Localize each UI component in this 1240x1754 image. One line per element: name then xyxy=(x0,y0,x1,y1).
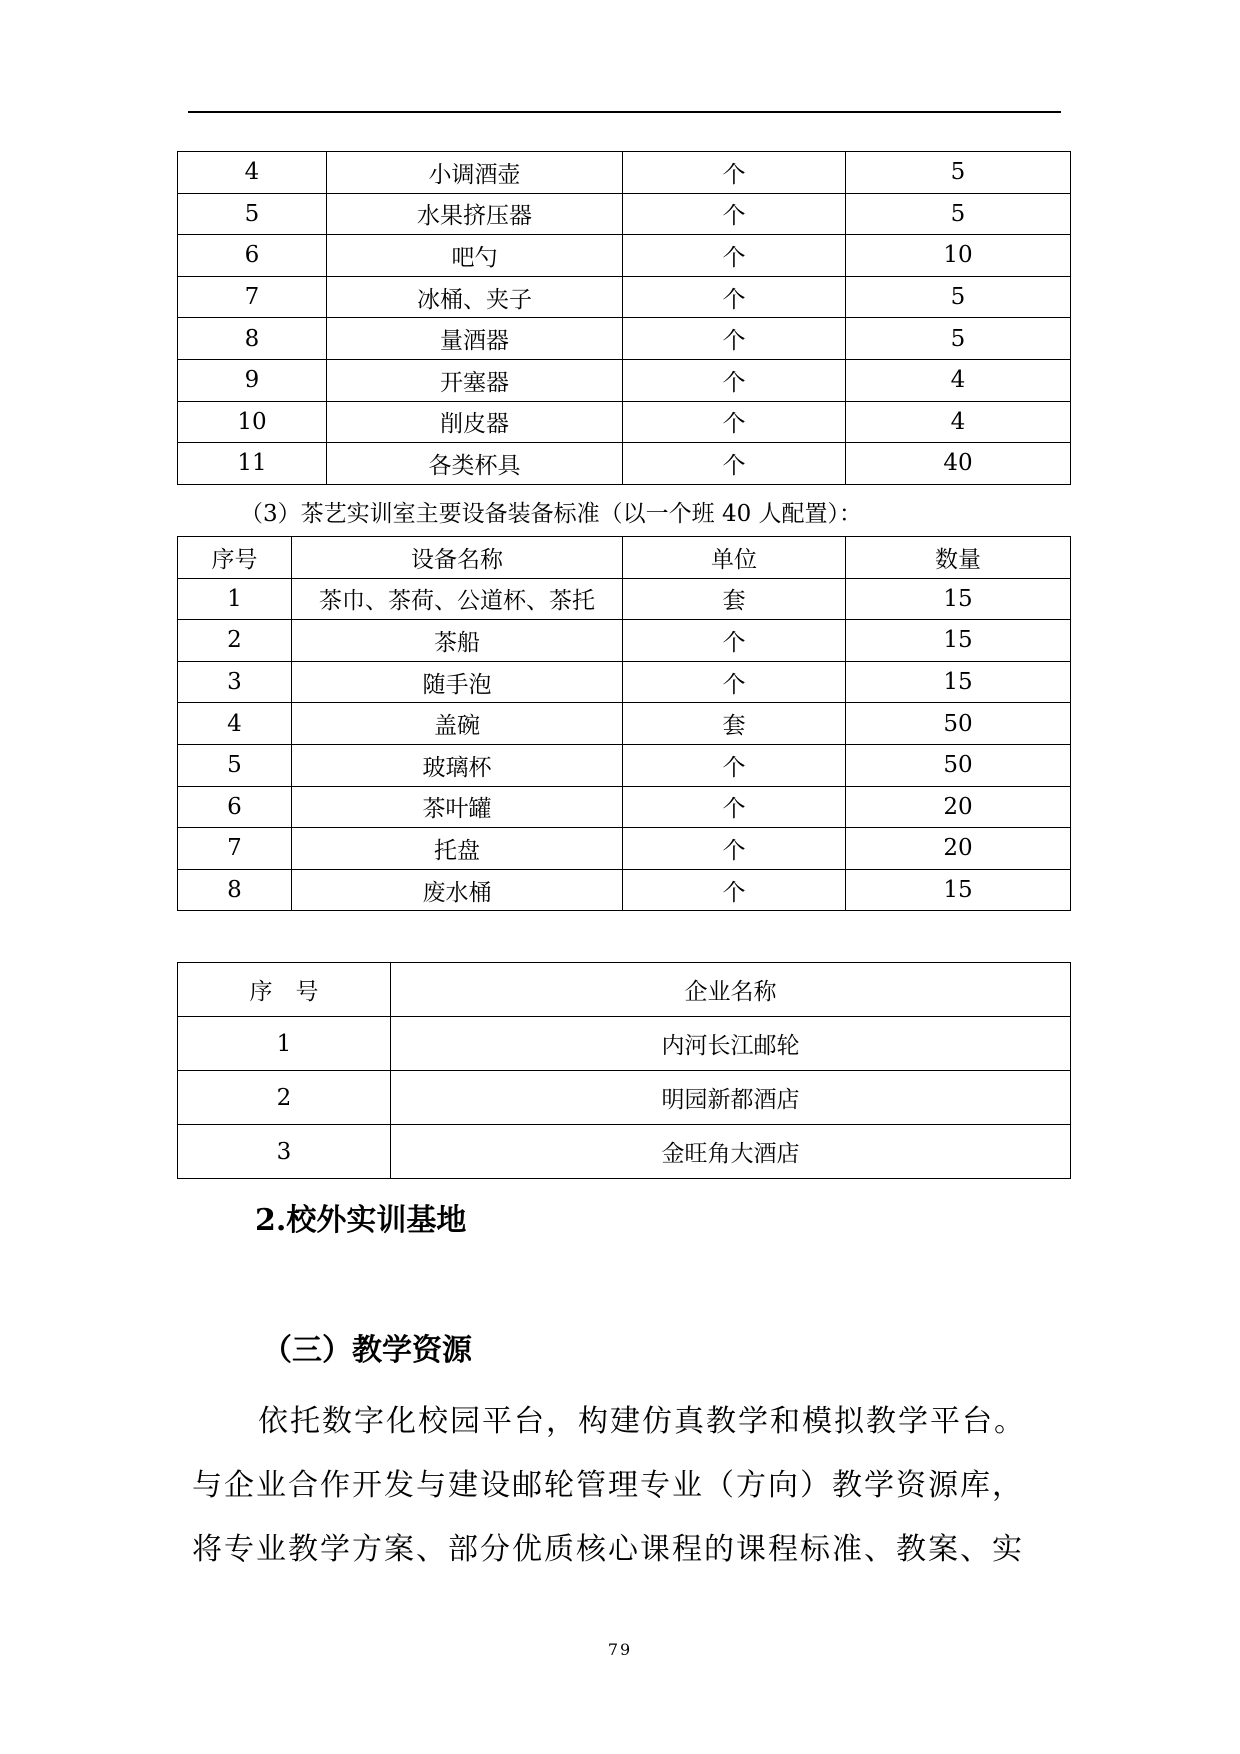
cell-name: 废水桶 xyxy=(292,869,623,911)
cell-company: 明园新都酒店 xyxy=(391,1071,1071,1125)
header-qty: 数量 xyxy=(846,537,1071,579)
page-number: 79 xyxy=(607,1640,633,1659)
cell-name: 茶叶罐 xyxy=(292,786,623,828)
cell-unit: 个 xyxy=(623,620,846,662)
cell-name: 开塞器 xyxy=(327,359,623,401)
resources-section-title: （三）教学资源 xyxy=(262,1333,472,1368)
cell-name: 托盘 xyxy=(292,828,623,870)
table-row xyxy=(178,578,1071,620)
cell-no: 1 xyxy=(178,1017,391,1071)
header-rule xyxy=(188,111,1061,113)
cell-qty: 40 xyxy=(846,443,1071,485)
cell-no: 9 xyxy=(178,359,327,401)
cell-no: 6 xyxy=(178,786,292,828)
table-row xyxy=(178,152,1071,194)
table-header-row xyxy=(178,537,1071,579)
table-row xyxy=(178,620,1071,662)
cell-qty: 20 xyxy=(846,786,1071,828)
header-company: 企业名称 xyxy=(391,963,1071,1017)
cell-qty: 15 xyxy=(846,620,1071,662)
cell-unit: 个 xyxy=(623,786,846,828)
cell-qty: 4 xyxy=(846,359,1071,401)
table-row xyxy=(178,193,1071,235)
table-row xyxy=(178,828,1071,870)
table-row xyxy=(178,318,1071,360)
cell-no: 4 xyxy=(178,152,327,194)
cell-qty: 50 xyxy=(846,744,1071,786)
cell-no: 5 xyxy=(178,193,327,235)
cell-qty: 20 xyxy=(846,828,1071,870)
cell-qty: 5 xyxy=(846,276,1071,318)
table-row xyxy=(178,401,1071,443)
cell-company: 内河长江邮轮 xyxy=(391,1017,1071,1071)
table-row xyxy=(178,703,1071,745)
bar-equipment-table xyxy=(177,151,1071,485)
cell-unit: 个 xyxy=(623,828,846,870)
table-row xyxy=(178,744,1071,786)
cell-unit: 个 xyxy=(623,744,846,786)
offcampus-section-title: 2.校外实训基地 xyxy=(255,1203,467,1238)
table-row xyxy=(178,786,1071,828)
cell-no: 3 xyxy=(178,661,292,703)
header-unit: 单位 xyxy=(623,537,846,579)
paragraph-line: 与企业合作开发与建设邮轮管理专业（方向）教学资源库， xyxy=(192,1468,1024,1503)
tea-equipment-table xyxy=(177,536,1071,911)
cell-qty: 50 xyxy=(846,703,1071,745)
cell-unit: 个 xyxy=(623,359,846,401)
cell-qty: 5 xyxy=(846,193,1071,235)
resources-paragraph xyxy=(192,1390,1062,1582)
table-row xyxy=(178,661,1071,703)
cell-qty: 5 xyxy=(846,152,1071,194)
table-row xyxy=(178,235,1071,277)
table-header-row xyxy=(178,963,1071,1017)
table-row xyxy=(178,1071,1071,1125)
cell-unit: 个 xyxy=(623,443,846,485)
cell-no: 11 xyxy=(178,443,327,485)
cell-name: 各类杯具 xyxy=(327,443,623,485)
cell-qty: 5 xyxy=(846,318,1071,360)
cell-name: 小调酒壶 xyxy=(327,152,623,194)
cell-no: 7 xyxy=(178,828,292,870)
header-no: 序号 xyxy=(178,537,292,579)
cell-unit: 个 xyxy=(623,661,846,703)
cell-unit: 个 xyxy=(623,318,846,360)
cell-name: 随手泡 xyxy=(292,661,623,703)
cell-unit: 个 xyxy=(623,235,846,277)
table-row xyxy=(178,443,1071,485)
cell-unit: 个 xyxy=(623,193,846,235)
cell-name: 茶船 xyxy=(292,620,623,662)
cell-name: 量酒器 xyxy=(327,318,623,360)
paragraph-line: 依托数字化校园平台，构建仿真教学和模拟教学平台。 xyxy=(258,1404,1026,1439)
cell-unit: 个 xyxy=(623,152,846,194)
cell-qty: 4 xyxy=(846,401,1071,443)
header-name: 设备名称 xyxy=(292,537,623,579)
table-row xyxy=(178,1017,1071,1071)
cell-no: 2 xyxy=(178,620,292,662)
cell-name: 吧勺 xyxy=(327,235,623,277)
table-row xyxy=(178,869,1071,911)
cell-no: 2 xyxy=(178,1071,391,1125)
cell-qty: 15 xyxy=(846,578,1071,620)
cell-no: 7 xyxy=(178,276,327,318)
cell-no: 6 xyxy=(178,235,327,277)
cell-no: 8 xyxy=(178,318,327,360)
cell-no: 5 xyxy=(178,744,292,786)
cell-qty: 15 xyxy=(846,661,1071,703)
table-row xyxy=(178,276,1071,318)
cell-company: 金旺角大酒店 xyxy=(391,1125,1071,1179)
table-row xyxy=(178,359,1071,401)
partner-company-table xyxy=(177,962,1071,1179)
cell-no: 8 xyxy=(178,869,292,911)
header-no: 序 号 xyxy=(178,963,391,1017)
cell-no: 3 xyxy=(178,1125,391,1179)
cell-unit: 套 xyxy=(623,578,846,620)
cell-name: 冰桶、夹子 xyxy=(327,276,623,318)
cell-name: 水果挤压器 xyxy=(327,193,623,235)
cell-no: 1 xyxy=(178,578,292,620)
cell-unit: 个 xyxy=(623,401,846,443)
cell-no: 4 xyxy=(178,703,292,745)
cell-qty: 15 xyxy=(846,869,1071,911)
cell-unit: 个 xyxy=(623,276,846,318)
cell-no: 10 xyxy=(178,401,327,443)
cell-qty: 10 xyxy=(846,235,1071,277)
table-row xyxy=(178,1125,1071,1179)
cell-name: 盖碗 xyxy=(292,703,623,745)
paragraph-line: 将专业教学方案、部分优质核心课程的课程标准、教案、实 xyxy=(192,1532,1024,1567)
cell-name: 玻璃杯 xyxy=(292,744,623,786)
cell-unit: 套 xyxy=(623,703,846,745)
cell-name: 茶巾、茶荷、公道杯、茶托 xyxy=(292,578,623,620)
tea-room-caption: （3）茶艺实训室主要设备装备标准（以一个班 40 人配置）： xyxy=(240,501,863,527)
cell-name: 削皮器 xyxy=(327,401,623,443)
cell-unit: 个 xyxy=(623,869,846,911)
